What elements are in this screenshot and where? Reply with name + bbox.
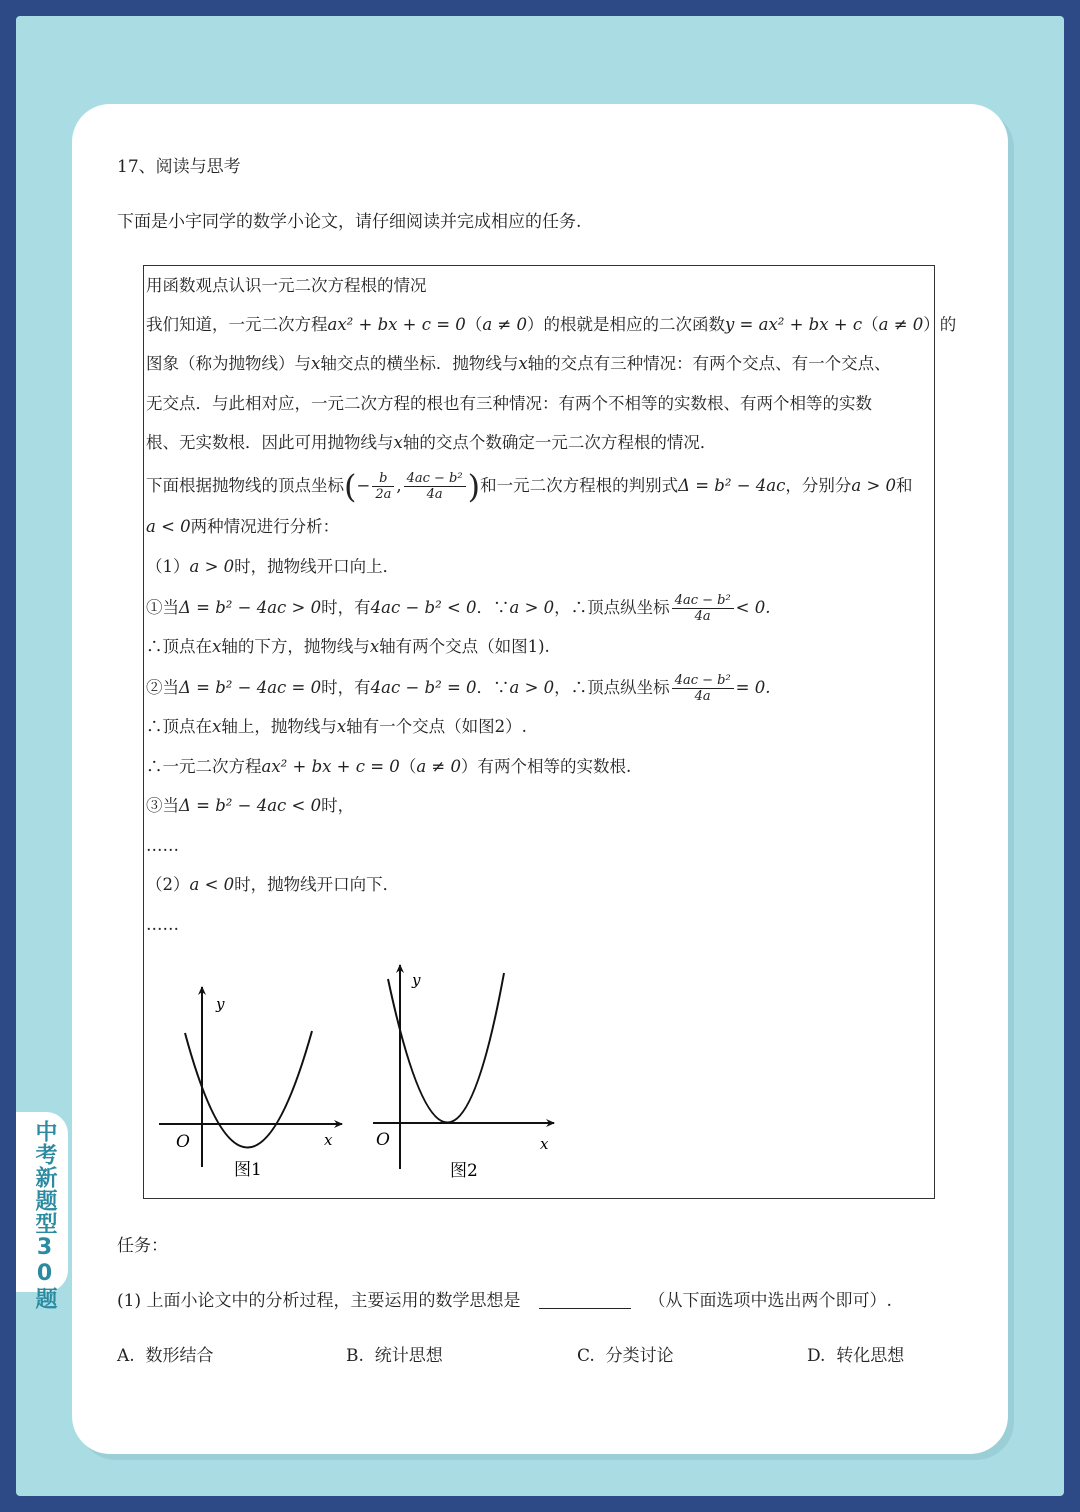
essay-paragraph-line: ∴顶点在x轴的下方，抛物线与x轴有两个交点（如图1). [146,637,550,656]
figure-caption: 图2 [450,1161,478,1181]
ellipsis: …… [146,915,179,934]
question-intro: 下面是小宇同学的数学小论文，请仔细阅读并完成相应的任务. [117,212,582,232]
subcase-3: ③当Δ = b² − 4ac < 0时， [146,796,355,815]
answer-blank[interactable] [539,1308,631,1309]
y-axis-label: y [412,971,421,989]
essay-paragraph-line: a < 0两种情况进行分析： [146,517,340,536]
figure-2 [366,959,566,1189]
origin-label: O [176,1132,190,1152]
parabola-curve [388,973,504,1123]
figure-1 [152,981,352,1186]
essay-title: 用函数观点认识一元二次方程根的情况 [146,276,427,295]
ellipsis: …… [146,836,179,855]
option-b[interactable]: B. 统计思想 [346,1346,443,1366]
origin-label: O [376,1130,390,1150]
essay-paragraph-line: 图象（称为抛物线）与x轴交点的横坐标．抛物线与x轴的交点有三种情况：有两个交点、有一个交点、 [146,354,891,373]
essay-paragraph-line: 根、无实数根．因此可用抛物线与x轴的交点个数确定一元二次方程根的情况． [146,433,717,452]
parabola-curve [185,1031,312,1148]
case-1-heading: （1）a > 0时，抛物线开口向上． [146,557,400,576]
case-2-heading: （2）a < 0时，抛物线开口向下． [146,875,400,894]
side-tab-label: 中考新题型30题 [32,1120,57,1310]
x-axis-label: x [540,1135,549,1153]
essay-paragraph-line: ∴一元二次方程ax² + bx + c = 0（a ≠ 0）有两个相等的实数根. [146,757,632,776]
task-label: 任务： [117,1236,168,1256]
option-d[interactable]: D. 转化思想 [807,1346,905,1366]
figure-caption: 图1 [234,1160,262,1180]
essay-paragraph-line: ∴顶点在x轴上，抛物线与x轴有一个交点（如图2）. [146,717,527,736]
option-c[interactable]: C. 分类讨论 [577,1346,674,1366]
essay-box [143,265,957,1199]
question-title: 17、阅读与思考 [117,157,241,177]
task-question-1: (1) 上面小论文中的分析过程，主要运用的数学思想是 （从下面选项中选出两个即可）. [117,1291,892,1311]
subcase-2: ②当Δ = b² − 4ac = 0时，有4ac − b² = 0．∵a > 0，∴顶点纵坐标 $\frac{\text{4ac − b²}}{4a}$ = 0. [146,673,771,704]
y-axis-label: y [216,995,225,1013]
vertex-line: 下面根据抛物线的顶点坐标(− $\frac{b}{2a}$ , $\frac{\text{4ac − b²}}{4a}$ )和一元二次方程根的判别式Δ = b² − 4ac，分别分a > 0和 [146,467,913,506]
essay-paragraph-line: 无交点．与此相对应，一元二次方程的根也有三种情况：有两个不相等的实数根、有两个相等的实数 [146,394,872,413]
x-axis-label: x [324,1131,333,1149]
option-a[interactable]: A. 数形结合 [117,1346,214,1366]
subcase-1: ①当Δ = b² − 4ac > 0时，有4ac − b² < 0．∵a > 0，∴顶点纵坐标 $\frac{\text{4ac − b²}}{4a}$ < 0. [146,593,771,624]
essay-paragraph-line: 我们知道，一元二次方程ax² + bx + c = 0（a ≠ 0）的根就是相应的二次函数y = ax² + bx + c（a ≠ 0）的 [146,315,957,334]
